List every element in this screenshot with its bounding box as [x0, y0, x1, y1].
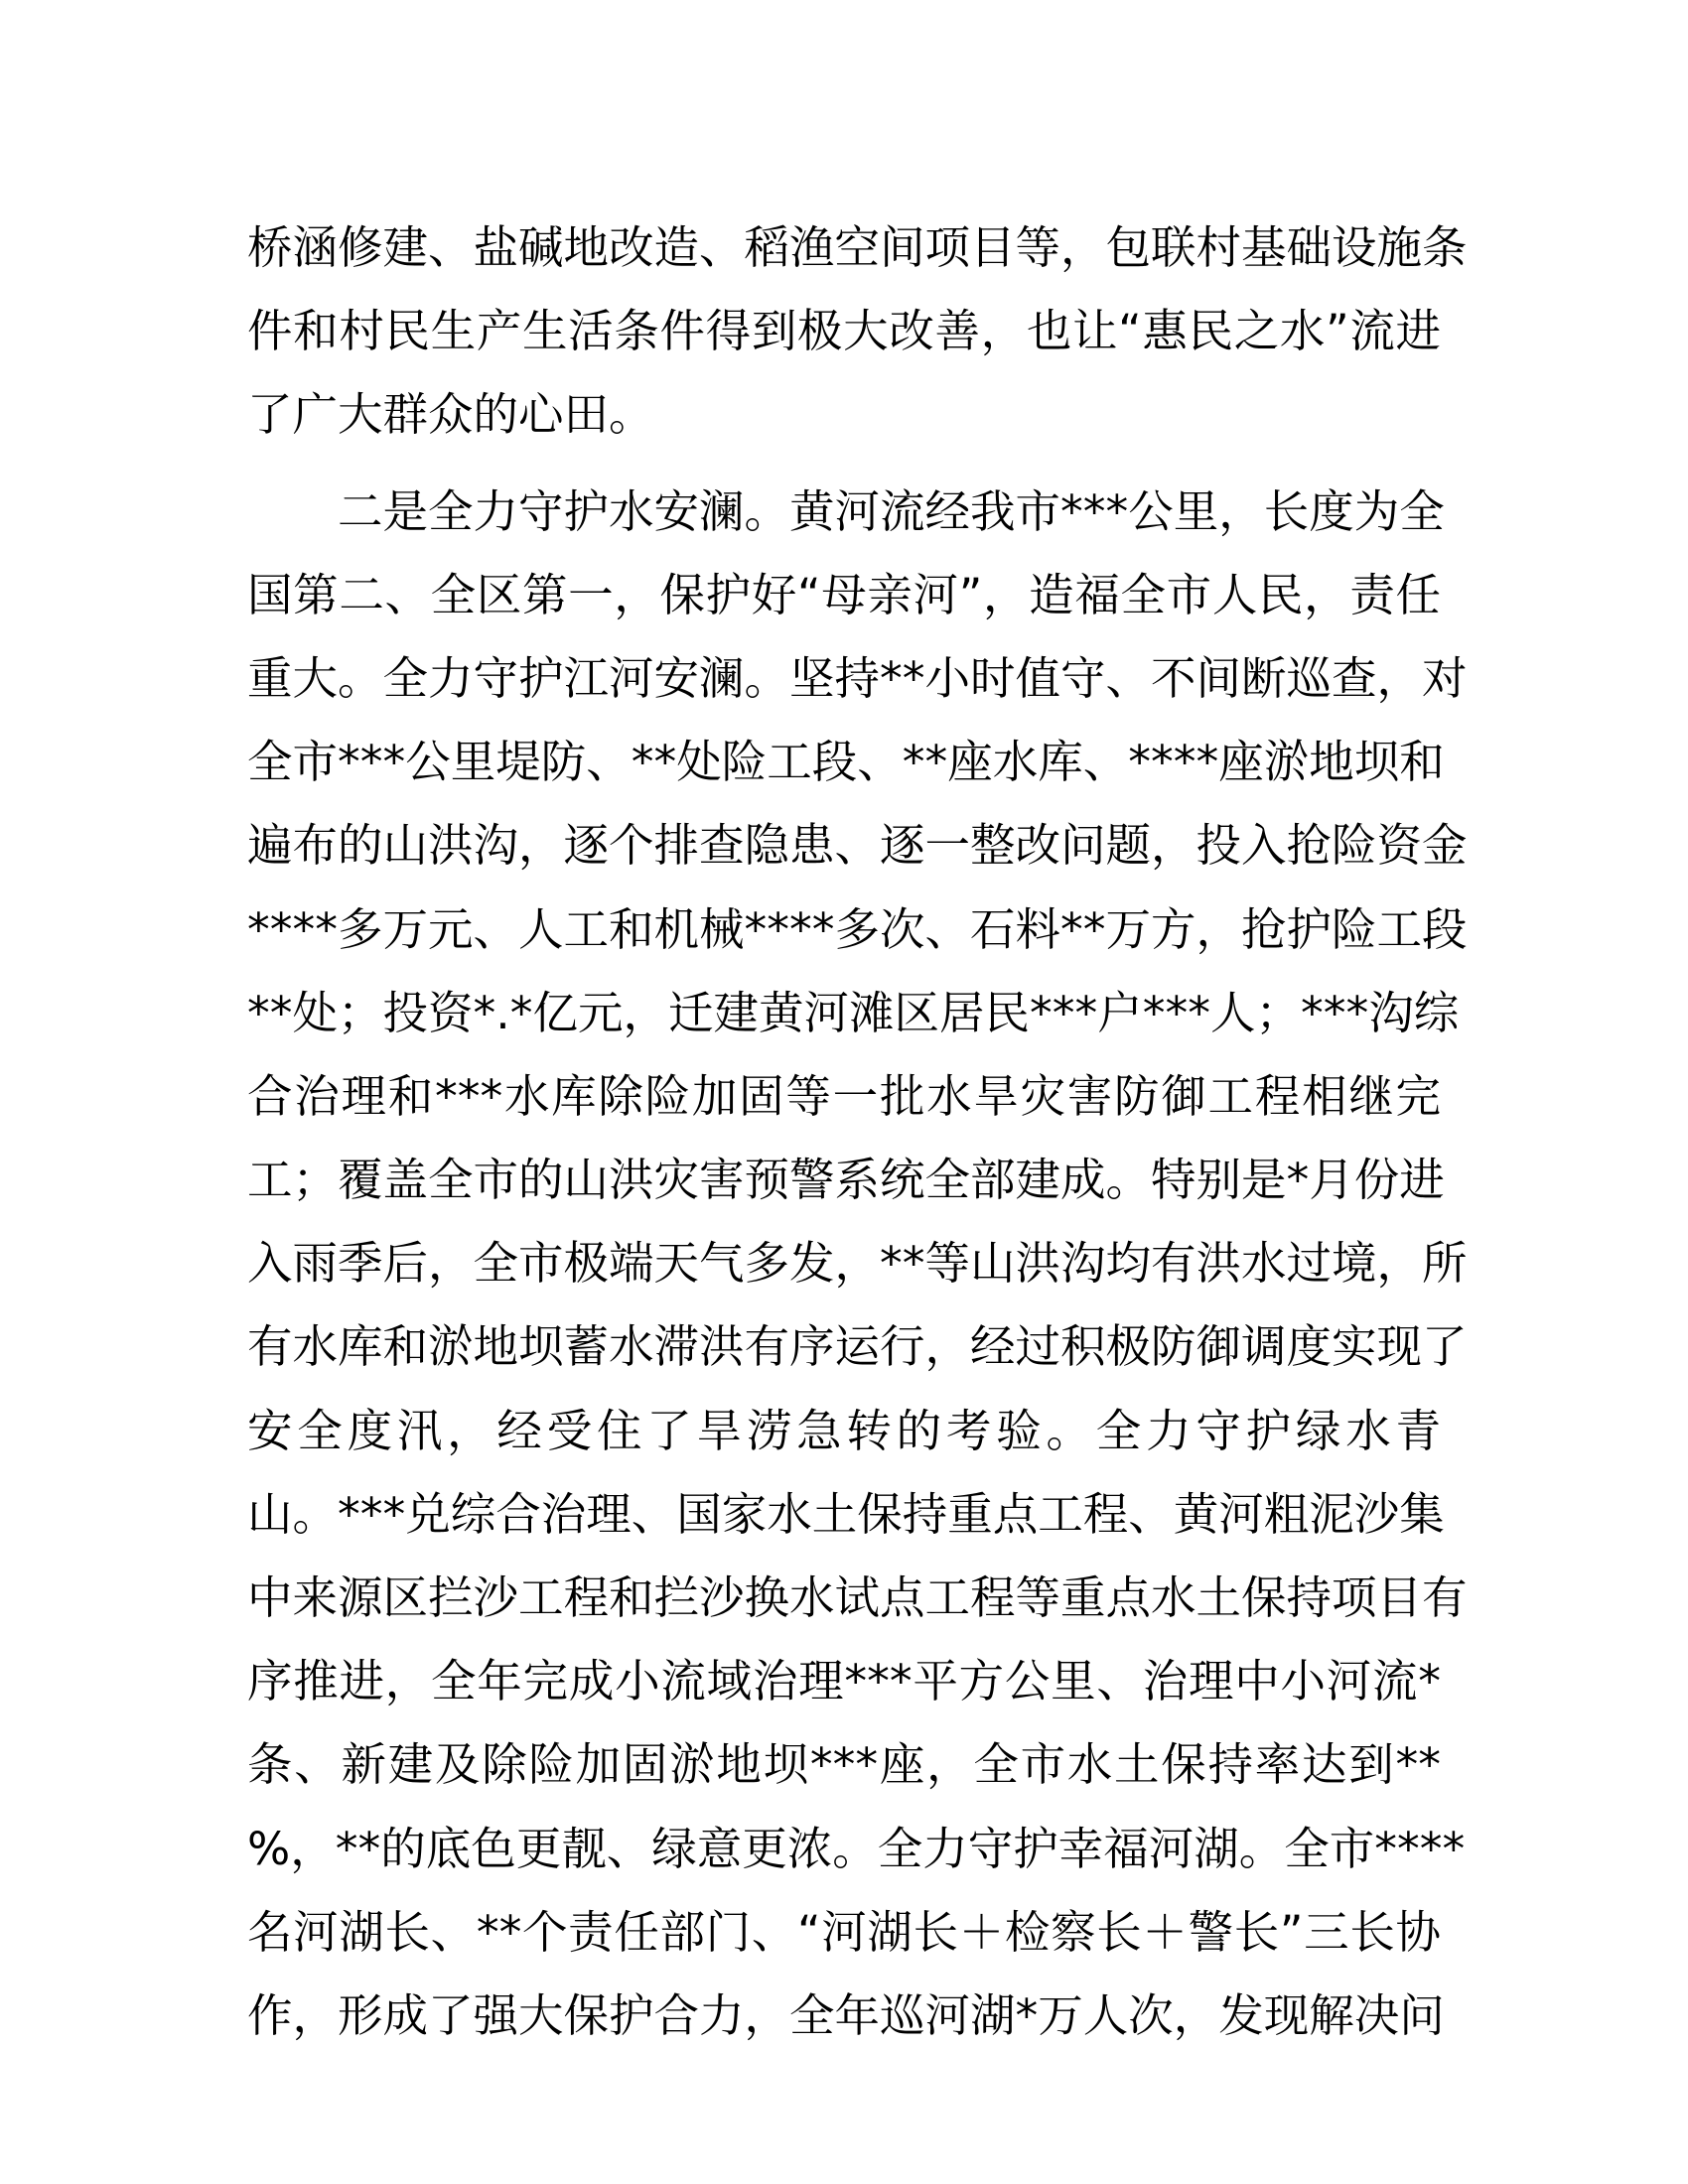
paragraph [247, 471, 1468, 2059]
text-line: 安全度汛，经受住了旱涝急转的考验。全力守护绿水青 [247, 1404, 1441, 1457]
text-line: 件和村民生产生活条件得到极大改善，也让“惠民之水”流进 [247, 305, 1441, 358]
text-line: 工；覆盖全市的山洪灾害预警系统全部建成。特别是*月份进 [247, 1154, 1445, 1207]
text-line: ****多万元、人工和机械****多次、石料**万方，抢护险工段 [247, 902, 1468, 956]
text-line: 国第二、全区第一，保护好“母亲河”，造福全市人民，责任 [247, 568, 1441, 621]
body-text [247, 206, 1468, 2058]
text-line: 合治理和***水库除险加固等一批水旱灾害防御工程相继完 [247, 1069, 1441, 1123]
text-line: 山。***兑综合治理、国家水土保持重点工程、黄河粗泥沙集 [247, 1487, 1445, 1541]
text-line: 全市***公里堤防、**处险工段、**座水库、****座淤地坝和 [247, 736, 1445, 789]
text-line: 序推进，全年完成小流域治理***平方公里、治理中小河流* [247, 1655, 1441, 1708]
paragraph [247, 206, 1468, 458]
text-line: 名河湖长、**个责任部门、“河湖长＋检察长＋警长”三长协 [247, 1905, 1441, 1959]
text-line: 有水库和淤地坝蓄水滞洪有序运行，经过积极防御调度实现了 [247, 1320, 1468, 1374]
text-line: 二是全力守护水安澜。黄河流经我市***公里，长度为全 [338, 484, 1445, 538]
text-line: %，**的底色更靓、绿意更浓。全力守护幸福河湖。全市**** [247, 1822, 1466, 1875]
text-line: 入雨季后，全市极端天气多发，**等山洪沟均有洪水过境，所 [247, 1237, 1468, 1291]
text-line: 遍布的山洪沟，逐个排查隐患、逐一整改问题，投入抢险资金 [247, 819, 1468, 873]
text-line: 作，形成了强大保护合力，全年巡河湖*万人次，发现解决问 [247, 1988, 1445, 2042]
text-line: 了广大群众的心田。 [247, 388, 654, 442]
text-line: 条、新建及除险加固淤地坝***座，全市水土保持率达到** [247, 1738, 1441, 1792]
text-line: 中来源区拦沙工程和拦沙换水试点工程等重点水土保持项目有 [247, 1571, 1468, 1624]
text-line: 桥涵修建、盐碱地改造、稻渔空间项目等，包联村基础设施条 [247, 221, 1468, 274]
text-line: **处；投资*.*亿元，迁建黄河滩区居民***户***人；***沟综 [247, 986, 1460, 1039]
text-line: 重大。全力守护江河安澜。坚持**小时值守、不间断巡查，对 [247, 651, 1468, 705]
paragraph-gap [247, 458, 1441, 471]
